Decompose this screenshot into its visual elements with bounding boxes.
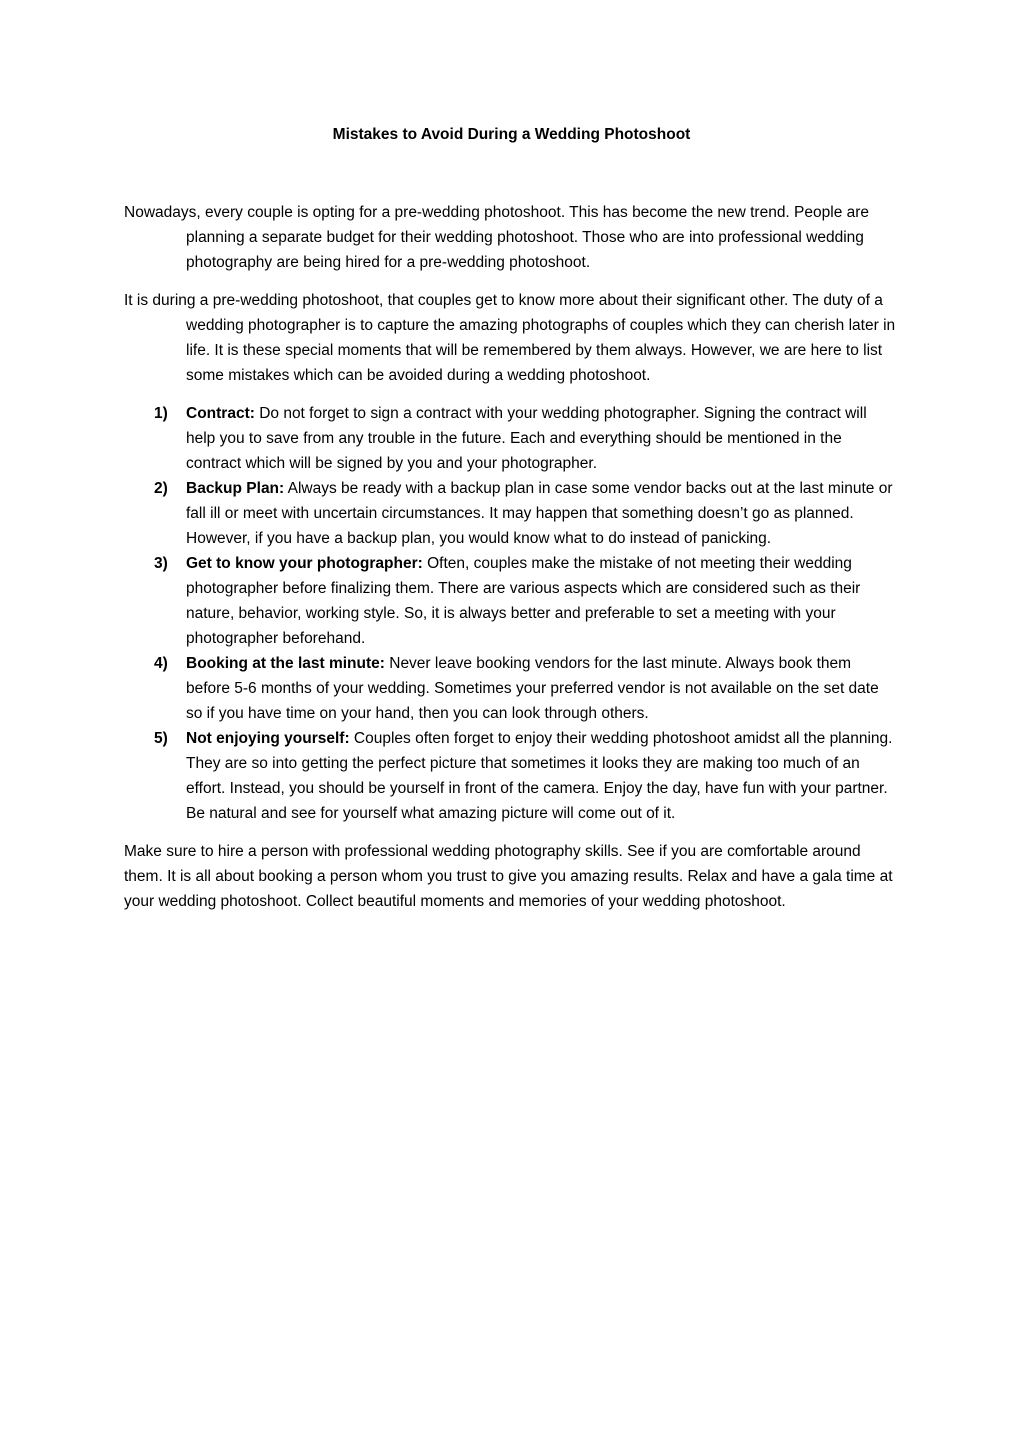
intro-paragraph: It is during a pre-wedding photoshoot, that couples get to know more about their significant other. The duty of a wedding photographer is to capture the amazing photographs of couples which they can cherish later in life. It is these special moments that will be remembered by them always. However, we are here to list some mistakes which can be avoided during a wedding photoshoot. — [124, 292, 896, 384]
list-item-heading: Backup Plan: — [186, 480, 285, 497]
list-item-number: 4) — [154, 655, 168, 672]
list-item — [154, 726, 898, 826]
list-item-text: Never leave booking vendors for the last minute. Always book them before 5-6 months of your wedding. Sometimes your preferred vendor is not available on the set date so if you have time on your hand, then you can look through others. — [186, 655, 879, 722]
closing-paragraph: Make sure to hire a person with professional wedding photography skills. See if you are comfortable around them. It is all about booking a person whom you trust to give you amazing results. Relax and have a gala time at your wedding photoshoot. Collect beautiful moments and memories of your wedding photoshoot. — [124, 843, 893, 910]
list-item-number: 5) — [154, 730, 168, 747]
list-item-number: 1) — [154, 405, 168, 422]
list-item-heading: Not enjoying yourself: — [186, 730, 350, 747]
list-item-heading: Get to know your photographer: — [186, 555, 423, 572]
list-item — [154, 551, 898, 651]
list-item-heading: Contract: — [186, 405, 255, 422]
list-item-text: Always be ready with a backup plan in case some vendor backs out at the last minute or fall ill or meet with uncertain circumstances. It may happen that something doesn’t go as planned. However, if you have a backup plan, you would know what to do instead of panicking. — [186, 480, 893, 547]
list-item-text: Do not forget to sign a contract with your wedding photographer. Signing the contract will help you to save from any trouble in the future. Each and everything should be mentioned in the contract which will be signed by you and your photographer. — [186, 405, 867, 472]
list-item-number: 3) — [154, 555, 168, 572]
list-item — [154, 476, 898, 551]
document-body — [124, 200, 898, 914]
list-item — [154, 401, 898, 476]
list-item-text: Often, couples make the mistake of not meeting their wedding photographer before finalizing them. There are various aspects which are considered such as their nature, behavior, working style. So, it is always better and preferable to set a meeting with your photographer beforehand. — [186, 555, 861, 647]
document-title: Mistakes to Avoid During a Wedding Photoshoot — [332, 126, 691, 143]
mistakes-list — [124, 401, 898, 826]
list-item-number: 2) — [154, 480, 168, 497]
intro-paragraph: Nowadays, every couple is opting for a pre-wedding photoshoot. This has become the new trend. People are planning a separate budget for their wedding photoshoot. Those who are into professional wedding photography are being hired for a pre-wedding photoshoot. — [124, 204, 870, 271]
list-item — [154, 651, 898, 726]
list-item-text: Couples often forget to enjoy their wedding photoshoot amidst all the planning. They are so into getting the perfect picture that sometimes it looks they are making too much of an effort. Instead, you should be yourself in front of the camera. Enjoy the day, have fun with your partner. Be natural and see for yourself what amazing picture will come out of it. — [186, 730, 893, 822]
list-item-heading: Booking at the last minute: — [186, 655, 385, 672]
